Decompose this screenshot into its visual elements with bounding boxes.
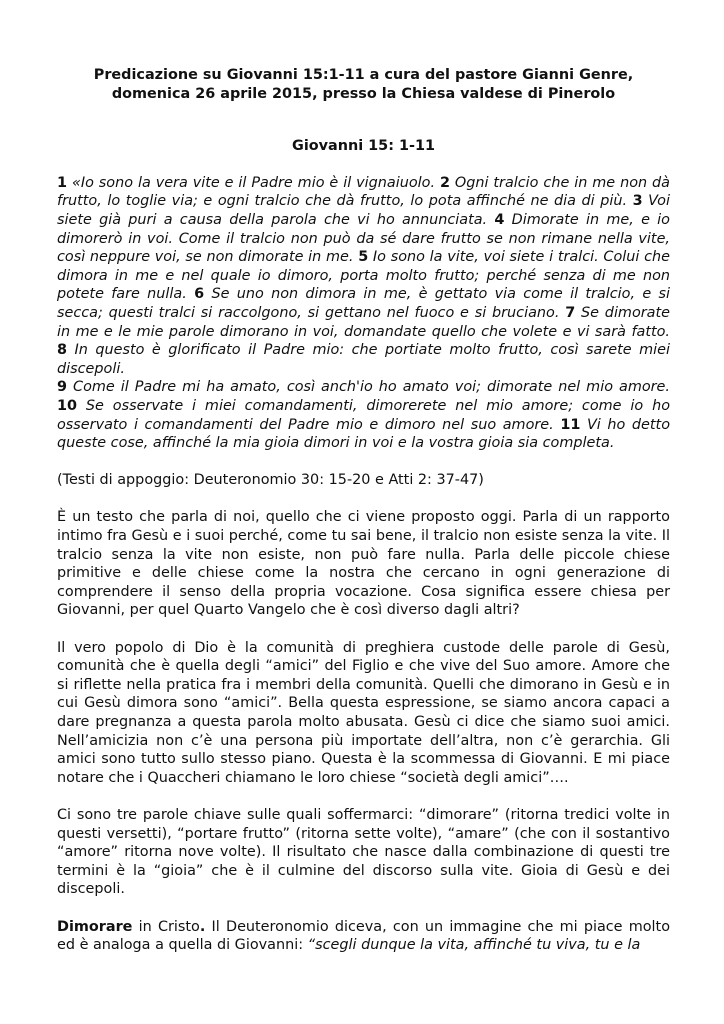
verse-number: 8 [57, 342, 68, 359]
body-paragraph: È un testo che parla di noi, quello che ci viene proposto oggi. Parla di un rapporto intimo fra Gesù e i suoi perché, come tu sai bene, il tralcio non esiste senza la vite. Il tralcio senza la vite non esiste, non può fare nulla. Parla delle piccole chiese primitive e delle chiese come la nostra che cercano in ogni generazione di comprendere il senso della propria vocazione. Cosa significa essere chiesa per Giovanni, per quel Quarto Vangelo che è così diverso dagli altri? [57, 509, 670, 619]
sermon-title-line2: domenica 26 aprile 2015, presso la Chiesa valdese di Pinerolo [111, 85, 616, 102]
verse-number: 11 [560, 416, 581, 433]
paragraph-text: Il Deuteronomio diceva, con un immagine che mi piace molto ed è analoga a quella di Giovanni: [57, 918, 671, 954]
sermon-title-line1: Predicazione su Giovanni 15:1-11 a cura del pastore Gianni Genre, [93, 67, 634, 83]
verse-text: Se uno non dimora in me, è gettato via come il tralcio, e si secca; questi tralci si raccolgono, si gettano nel fuoco e si bruciano. [57, 286, 670, 321]
verse-text: In questo è glorificato il Padre mio: che portiate molto frutto, così sarete miei discepoli. [57, 342, 670, 377]
verse-number: 1 [57, 174, 68, 191]
keyword-suffix: in Cristo [132, 918, 200, 935]
scripture-reference: Giovanni 15: 1-11 [292, 138, 435, 155]
verse-number: 7 [565, 304, 576, 321]
verse-text: Dimorate in me, e io dimorerò in voi. Come il tralcio non può da sé dare frutto se non rimane nella vite, così neppure voi, se non dimorate in me. [57, 211, 670, 266]
verse-number: 9 [57, 379, 68, 396]
support-texts: (Testi di appoggio: Deuteronomio 30: 15-20 e Atti 2: 37-47) [57, 472, 484, 489]
verse-number: 6 [194, 286, 205, 303]
verse-number: 4 [494, 211, 505, 228]
deuteronomy-quote: “scegli dunque la vita, affinché tu viva, tu e la [307, 937, 641, 954]
document-page [57, 66, 670, 955]
verse-text: Se dimorate in me e le mie parole dimorano in voi, domandate quello che volete e vi sarà fatto. [57, 304, 670, 340]
verse-text: Se osservate i miei comandamenti, dimorerete nel mio amore; come io ho osservato i comandamenti del Padre mio e dimoro nel suo amore. [57, 397, 670, 433]
verse-number: 3 [632, 193, 643, 210]
body-paragraph-dimorare [57, 918, 670, 955]
verse-text: Io sono la vite, voi siete i tralci. Colui che dimora in me e nel quale io dimoro, porta molto frutto; perché senza di me non potete fare nulla. [57, 249, 670, 303]
verse-text: Voi siete già puri a causa della parola che vi ho annunciata. [57, 193, 670, 228]
verse-text: «Io sono la vera vite e il Padre mio è il vignaiuolo. [67, 174, 440, 191]
verse-number: 5 [358, 249, 369, 266]
verse-text: Come il Padre mi ha amato, così anch'io ho amato voi; dimorate nel mio amore. [67, 379, 670, 396]
verse-text: Vi ho detto queste cose, affinché la mia gioia dimori in voi e la vostra gioia sia completa. [57, 416, 671, 452]
body-paragraph: Il vero popolo di Dio è la comunità di preghiera custode delle parole di Gesù, comunità che è quella degli “amici” del Figlio e che vive del Suo amore. Amore che si riflette nella pratica fra i membri della comunità. Quelli che dimorano in Gesù e in cui Gesù dimora sono “amici”. Bella questa espressione, se siamo ancora capaci a dare pregnanza a questa parola molto abusata. Gesù ci dice che siamo suoi amici. Nell’amicizia non c’è una persona più importate dell’altra, non c’è gerarchia. Gli amici sono tutto sullo stesso piano. Questa è la scommessa di Giovanni. E mi piace notare che i Quaccheri chiamano le loro chiese “società degli amici”…. [57, 639, 670, 786]
body-paragraph: Ci sono tre parole chiave sulle quali soffermarci: “dimorare” (ritorna tredici volte in questi versetti), “portare frutto” (ritorna sette volte), “amare” (che con il sostantivo “amore” ritorna nove volte). Il risultato che nasce dalla combinazione di questi tre termini è la “gioia” che è il culmine del discorso sulla vite. Gioia di Gesù e dei discepoli. [57, 806, 670, 898]
verse-text: Ogni tralcio che in me non dà frutto, lo toglie via; e ogni tralcio che dà frutto, lo pota affinché ne dia di più. [57, 174, 670, 210]
verse-number: 2 [439, 174, 450, 191]
section-keyword: Dimorare [57, 918, 133, 935]
scripture-verses-9-11 [57, 378, 670, 452]
keyword-period: . [199, 918, 206, 935]
verse-number: 10 [57, 397, 78, 414]
scripture-verses-1-8 [57, 174, 670, 379]
